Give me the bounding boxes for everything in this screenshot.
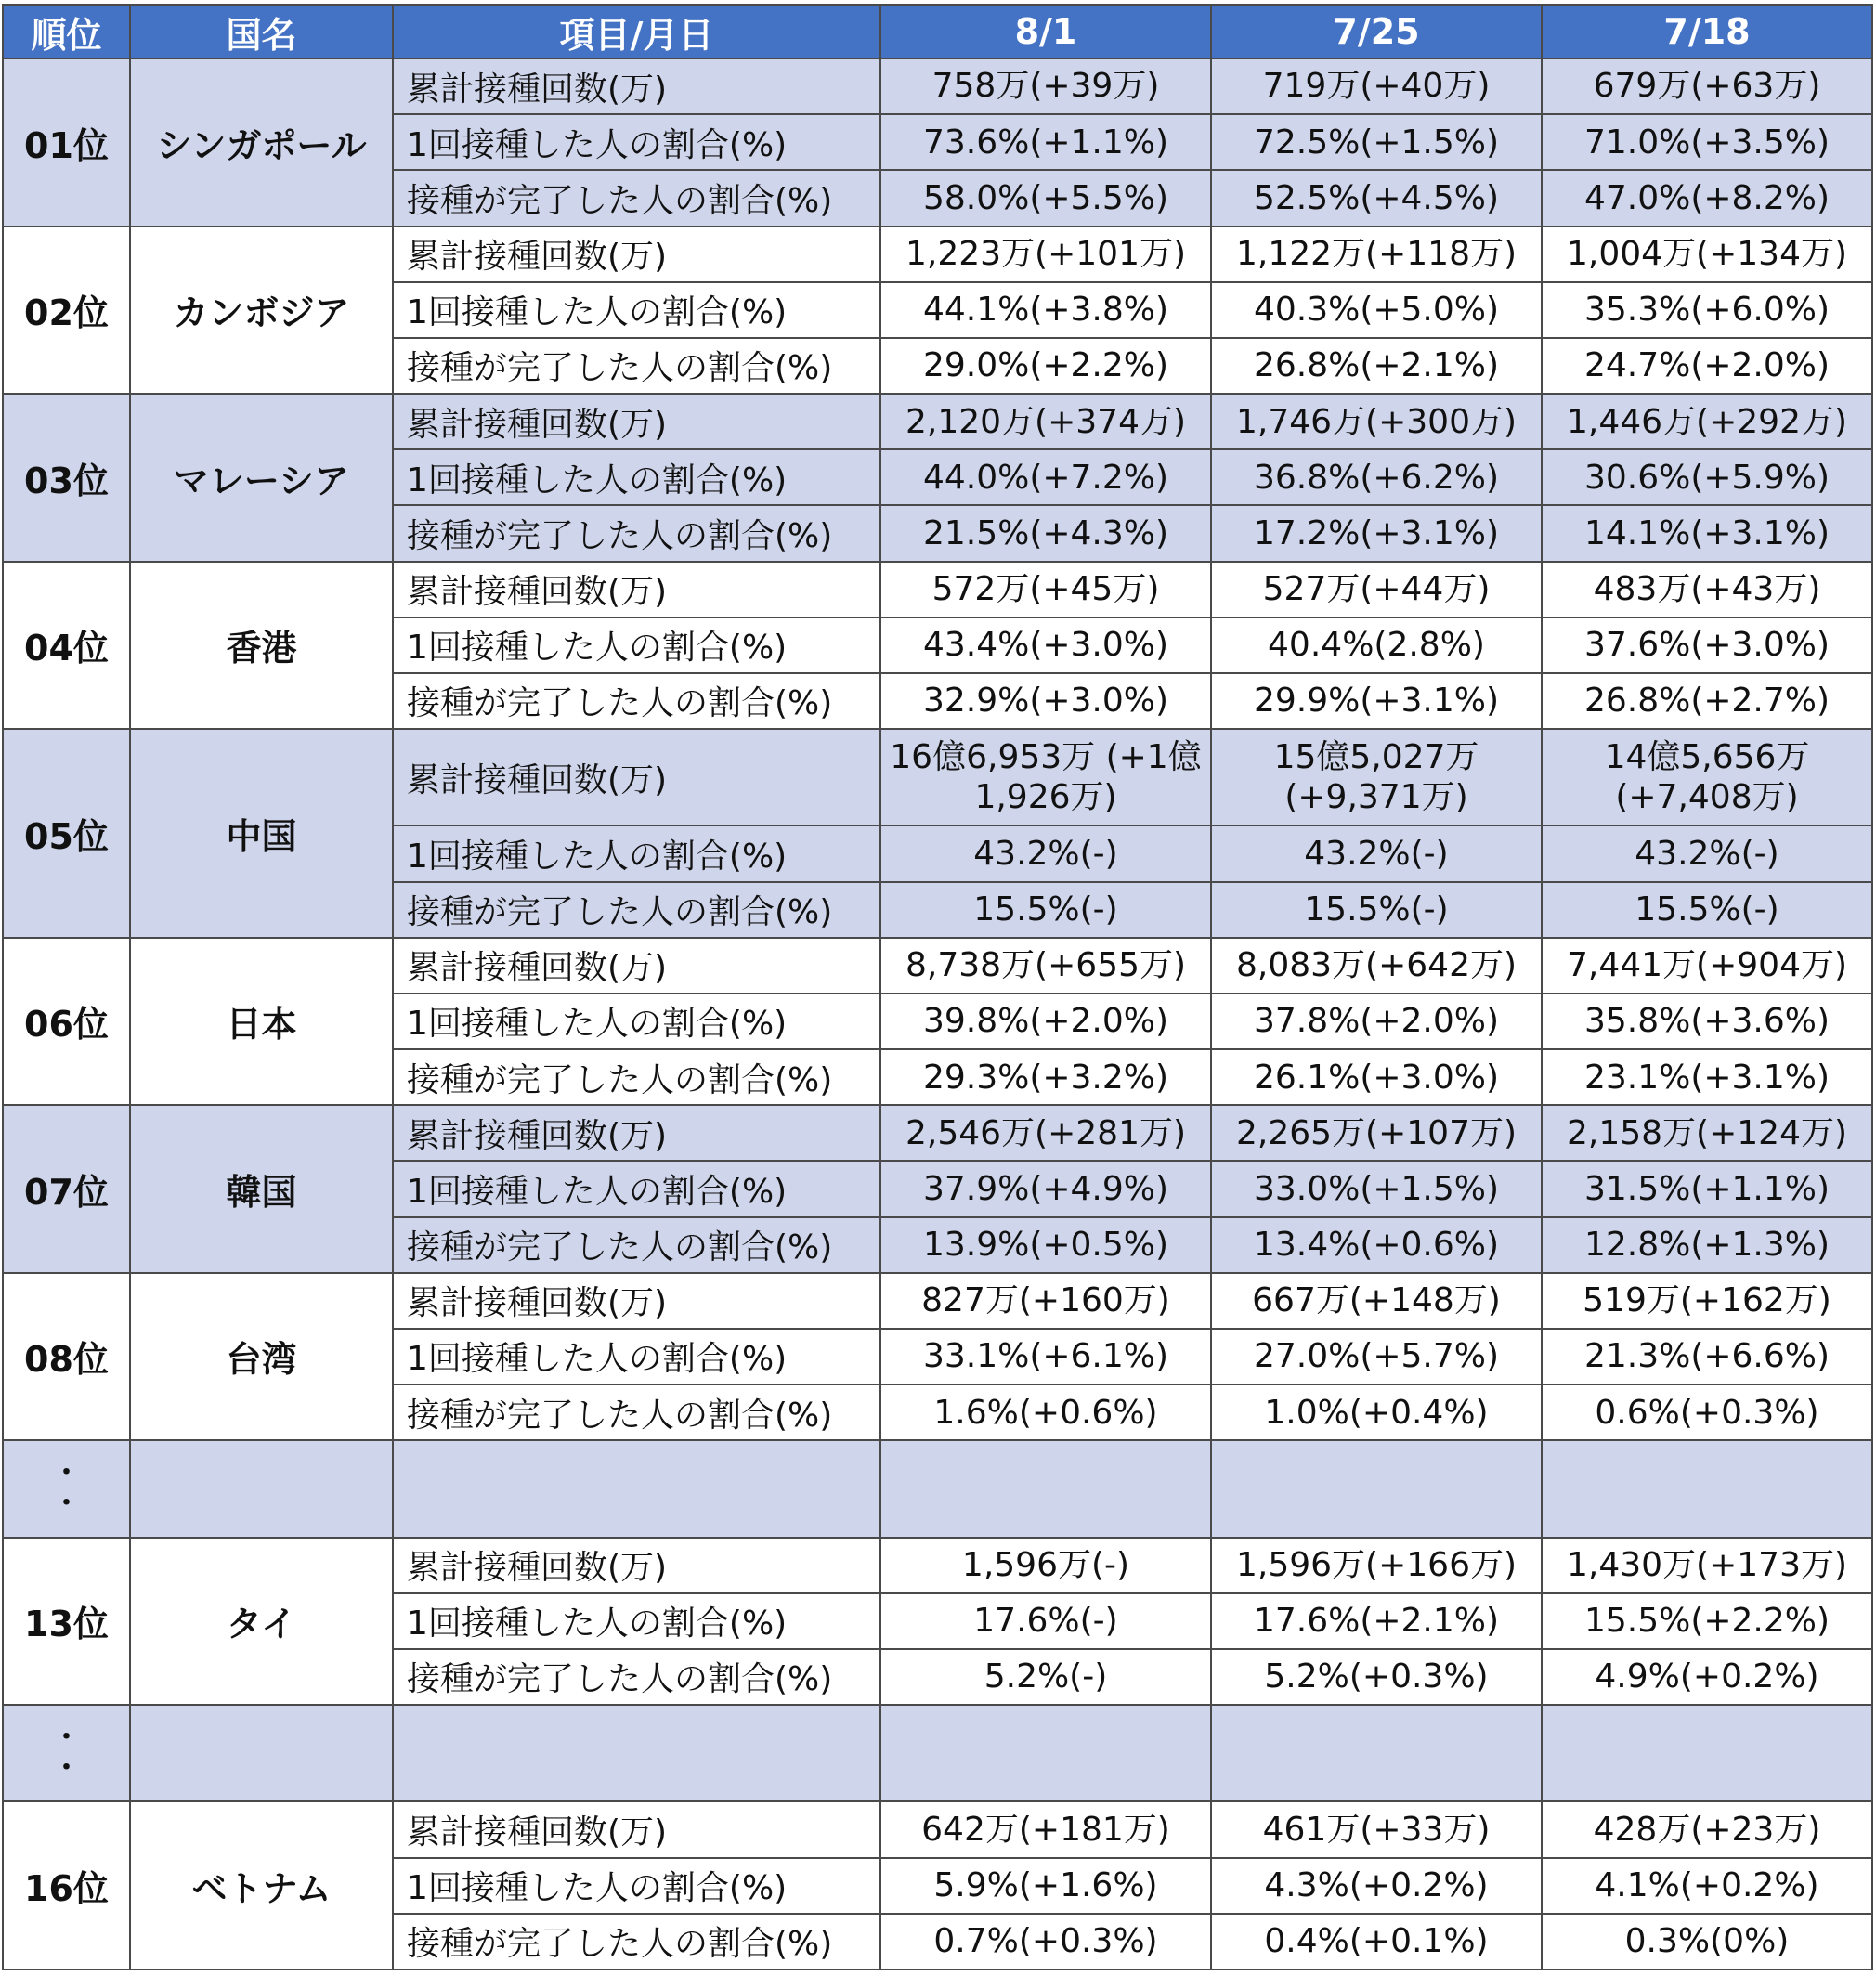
- ellipsis-marker: ・ ・: [3, 1705, 130, 1801]
- header-country: 国名: [130, 5, 393, 58]
- item-label-cell: 累計接種回数(万): [393, 729, 880, 825]
- value-cell: 1.0%(+0.4%): [1211, 1384, 1542, 1440]
- value-cell: 572万(+45万): [880, 562, 1211, 617]
- value-cell: 5.9%(+1.6%): [880, 1858, 1211, 1914]
- item-label-cell: 接種が完了した人の割合(%): [393, 882, 880, 938]
- rank-cell: 02位: [3, 227, 130, 395]
- item-label-cell: 1回接種した人の割合(%): [393, 825, 880, 881]
- table-header: [3, 5, 1872, 58]
- value-cell: 31.5%(+1.1%): [1542, 1161, 1872, 1216]
- empty-cell: [880, 1705, 1211, 1801]
- ellipsis-row: [3, 1440, 1872, 1537]
- value-cell: 36.8%(+6.2%): [1211, 449, 1542, 505]
- value-cell: 29.0%(+2.2%): [880, 338, 1211, 394]
- rank-cell: 08位: [3, 1273, 130, 1441]
- value-cell: 43.2%(-): [1211, 825, 1542, 881]
- table-row: [3, 394, 1872, 449]
- value-cell: 2,546万(+281万): [880, 1105, 1211, 1161]
- item-label-cell: 累計接種回数(万): [393, 1105, 880, 1161]
- value-cell: 4.9%(+0.2%): [1542, 1649, 1872, 1705]
- table-row: [3, 1105, 1872, 1161]
- value-cell: 642万(+181万): [880, 1801, 1211, 1857]
- value-cell: 37.6%(+3.0%): [1542, 617, 1872, 673]
- value-cell: 37.8%(+2.0%): [1211, 994, 1542, 1049]
- country-cell: 台湾: [130, 1273, 393, 1441]
- empty-cell: [130, 1705, 393, 1801]
- value-cell: 27.0%(+5.7%): [1211, 1329, 1542, 1384]
- value-cell: 26.1%(+3.0%): [1211, 1049, 1542, 1105]
- item-label-cell: 累計接種回数(万): [393, 1801, 880, 1857]
- rank-cell: 06位: [3, 938, 130, 1106]
- value-cell: 13.9%(+0.5%): [880, 1217, 1211, 1273]
- value-cell: 4.3%(+0.2%): [1211, 1858, 1542, 1914]
- value-cell: 30.6%(+5.9%): [1542, 449, 1872, 505]
- value-cell: 17.6%(-): [880, 1593, 1211, 1649]
- value-cell: 52.5%(+4.5%): [1211, 170, 1542, 226]
- rank-cell: 07位: [3, 1105, 130, 1273]
- value-cell: 23.1%(+3.1%): [1542, 1049, 1872, 1105]
- value-cell: 679万(+63万): [1542, 58, 1872, 114]
- item-label-cell: 1回接種した人の割合(%): [393, 114, 880, 170]
- table-row: [3, 1538, 1872, 1593]
- empty-cell: [880, 1440, 1211, 1537]
- empty-cell: [1542, 1705, 1872, 1801]
- item-label-cell: 累計接種回数(万): [393, 562, 880, 617]
- value-cell: 527万(+44万): [1211, 562, 1542, 617]
- item-label-cell: 接種が完了した人の割合(%): [393, 170, 880, 226]
- item-label-cell: 1回接種した人の割合(%): [393, 1329, 880, 1384]
- value-cell: 483万(+43万): [1542, 562, 1872, 617]
- value-cell: 1,430万(+173万): [1542, 1538, 1872, 1593]
- value-cell: 14.1%(+3.1%): [1542, 505, 1872, 561]
- value-cell: 71.0%(+3.5%): [1542, 114, 1872, 170]
- value-cell: 16億6,953万 (+1億1,926万): [880, 729, 1211, 825]
- table-row: [3, 1801, 1872, 1857]
- value-cell: 21.5%(+4.3%): [880, 505, 1211, 561]
- empty-cell: [1211, 1440, 1542, 1537]
- item-label-cell: 1回接種した人の割合(%): [393, 1161, 880, 1216]
- item-label-cell: 1回接種した人の割合(%): [393, 617, 880, 673]
- value-cell: 15.5%(+2.2%): [1542, 1593, 1872, 1649]
- value-cell: 519万(+162万): [1542, 1273, 1872, 1329]
- value-cell: 8,738万(+655万): [880, 938, 1211, 994]
- item-label-cell: 1回接種した人の割合(%): [393, 994, 880, 1049]
- value-cell: 58.0%(+5.5%): [880, 170, 1211, 226]
- value-cell: 43.2%(-): [1542, 825, 1872, 881]
- item-label-cell: 累計接種回数(万): [393, 1538, 880, 1593]
- item-label-cell: 累計接種回数(万): [393, 58, 880, 114]
- value-cell: 15.5%(-): [1211, 882, 1542, 938]
- value-cell: 13.4%(+0.6%): [1211, 1217, 1542, 1273]
- value-cell: 1,596万(+166万): [1211, 1538, 1542, 1593]
- value-cell: 26.8%(+2.1%): [1211, 338, 1542, 394]
- empty-cell: [1542, 1440, 1872, 1537]
- country-cell: マレーシア: [130, 394, 393, 562]
- value-cell: 35.8%(+3.6%): [1542, 994, 1872, 1049]
- header-date-3: 7/18: [1542, 5, 1872, 58]
- item-label-cell: 接種が完了した人の割合(%): [393, 673, 880, 729]
- value-cell: 17.6%(+2.1%): [1211, 1593, 1542, 1649]
- rank-cell: 13位: [3, 1538, 130, 1706]
- value-cell: 4.1%(+0.2%): [1542, 1858, 1872, 1914]
- value-cell: 47.0%(+8.2%): [1542, 170, 1872, 226]
- value-cell: 1,596万(-): [880, 1538, 1211, 1593]
- item-label-cell: 1回接種した人の割合(%): [393, 1593, 880, 1649]
- value-cell: 24.7%(+2.0%): [1542, 338, 1872, 394]
- item-label-cell: 1回接種した人の割合(%): [393, 1858, 880, 1914]
- value-cell: 43.4%(+3.0%): [880, 617, 1211, 673]
- item-label-cell: 接種が完了した人の割合(%): [393, 1384, 880, 1440]
- country-cell: ベトナム: [130, 1801, 393, 1969]
- value-cell: 0.7%(+0.3%): [880, 1914, 1211, 1969]
- rank-cell: 01位: [3, 58, 130, 227]
- value-cell: 0.4%(+0.1%): [1211, 1914, 1542, 1969]
- value-cell: 1,004万(+134万): [1542, 227, 1872, 282]
- table-row: [3, 227, 1872, 282]
- item-label-cell: 接種が完了した人の割合(%): [393, 1914, 880, 1969]
- value-cell: 1.6%(+0.6%): [880, 1384, 1211, 1440]
- value-cell: 39.8%(+2.0%): [880, 994, 1211, 1049]
- country-cell: シンガポール: [130, 58, 393, 227]
- empty-cell: [393, 1705, 880, 1801]
- value-cell: 2,265万(+107万): [1211, 1105, 1542, 1161]
- value-cell: 2,158万(+124万): [1542, 1105, 1872, 1161]
- item-label-cell: 接種が完了した人の割合(%): [393, 505, 880, 561]
- item-label-cell: 1回接種した人の割合(%): [393, 282, 880, 338]
- header-date-1: 8/1: [880, 5, 1211, 58]
- item-label-cell: 1回接種した人の割合(%): [393, 449, 880, 505]
- table-row: [3, 938, 1872, 994]
- value-cell: 29.9%(+3.1%): [1211, 673, 1542, 729]
- value-cell: 461万(+33万): [1211, 1801, 1542, 1857]
- value-cell: 35.3%(+6.0%): [1542, 282, 1872, 338]
- value-cell: 37.9%(+4.9%): [880, 1161, 1211, 1216]
- table-row: [3, 58, 1872, 114]
- value-cell: 14億5,656万 (+7,408万): [1542, 729, 1872, 825]
- value-cell: 44.0%(+7.2%): [880, 449, 1211, 505]
- value-cell: 5.2%(-): [880, 1649, 1211, 1705]
- value-cell: 21.3%(+6.6%): [1542, 1329, 1872, 1384]
- value-cell: 17.2%(+3.1%): [1211, 505, 1542, 561]
- value-cell: 428万(+23万): [1542, 1801, 1872, 1857]
- value-cell: 667万(+148万): [1211, 1273, 1542, 1329]
- value-cell: 26.8%(+2.7%): [1542, 673, 1872, 729]
- empty-cell: [393, 1440, 880, 1537]
- table-body: [3, 58, 1872, 1969]
- value-cell: 12.8%(+1.3%): [1542, 1217, 1872, 1273]
- value-cell: 8,083万(+642万): [1211, 938, 1542, 994]
- country-cell: 日本: [130, 938, 393, 1106]
- value-cell: 33.0%(+1.5%): [1211, 1161, 1542, 1216]
- item-label-cell: 接種が完了した人の割合(%): [393, 1049, 880, 1105]
- value-cell: 1,446万(+292万): [1542, 394, 1872, 449]
- item-label-cell: 接種が完了した人の割合(%): [393, 338, 880, 394]
- value-cell: 2,120万(+374万): [880, 394, 1211, 449]
- value-cell: 29.3%(+3.2%): [880, 1049, 1211, 1105]
- header-row: [3, 5, 1872, 58]
- value-cell: 0.6%(+0.3%): [1542, 1384, 1872, 1440]
- rank-cell: 04位: [3, 562, 130, 730]
- value-cell: 72.5%(+1.5%): [1211, 114, 1542, 170]
- value-cell: 1,223万(+101万): [880, 227, 1211, 282]
- country-cell: タイ: [130, 1538, 393, 1706]
- value-cell: 0.3%(0%): [1542, 1914, 1872, 1969]
- country-cell: 香港: [130, 562, 393, 730]
- value-cell: 32.9%(+3.0%): [880, 673, 1211, 729]
- rank-cell: 05位: [3, 729, 130, 938]
- ellipsis-marker: ・ ・: [3, 1440, 130, 1537]
- item-label-cell: 接種が完了した人の割合(%): [393, 1649, 880, 1705]
- value-cell: 758万(+39万): [880, 58, 1211, 114]
- value-cell: 40.3%(+5.0%): [1211, 282, 1542, 338]
- value-cell: 15億5,027万 (+9,371万): [1211, 729, 1542, 825]
- country-cell: 韓国: [130, 1105, 393, 1273]
- empty-cell: [1211, 1705, 1542, 1801]
- country-cell: カンボジア: [130, 227, 393, 395]
- value-cell: 73.6%(+1.1%): [880, 114, 1211, 170]
- value-cell: 15.5%(-): [880, 882, 1211, 938]
- ellipsis-row: [3, 1705, 1872, 1801]
- table-row: [3, 1273, 1872, 1329]
- item-label-cell: 累計接種回数(万): [393, 227, 880, 282]
- item-label-cell: 接種が完了した人の割合(%): [393, 1217, 880, 1273]
- value-cell: 5.2%(+0.3%): [1211, 1649, 1542, 1705]
- value-cell: 40.4%(2.8%): [1211, 617, 1542, 673]
- value-cell: 827万(+160万): [880, 1273, 1211, 1329]
- value-cell: 1,122万(+118万): [1211, 227, 1542, 282]
- value-cell: 33.1%(+6.1%): [880, 1329, 1211, 1384]
- value-cell: 7,441万(+904万): [1542, 938, 1872, 994]
- value-cell: 43.2%(-): [880, 825, 1211, 881]
- value-cell: 1,746万(+300万): [1211, 394, 1542, 449]
- header-rank: 順位: [3, 5, 130, 58]
- vaccination-table: [2, 4, 1873, 1970]
- value-cell: 719万(+40万): [1211, 58, 1542, 114]
- table-row: [3, 562, 1872, 617]
- value-cell: 15.5%(-): [1542, 882, 1872, 938]
- item-label-cell: 累計接種回数(万): [393, 1273, 880, 1329]
- item-label-cell: 累計接種回数(万): [393, 394, 880, 449]
- empty-cell: [130, 1440, 393, 1537]
- header-item: 項目/月日: [393, 5, 880, 58]
- country-cell: 中国: [130, 729, 393, 938]
- table-row: [3, 729, 1872, 825]
- value-cell: 44.1%(+3.8%): [880, 282, 1211, 338]
- rank-cell: 16位: [3, 1801, 130, 1969]
- item-label-cell: 累計接種回数(万): [393, 938, 880, 994]
- rank-cell: 03位: [3, 394, 130, 562]
- header-date-2: 7/25: [1211, 5, 1542, 58]
